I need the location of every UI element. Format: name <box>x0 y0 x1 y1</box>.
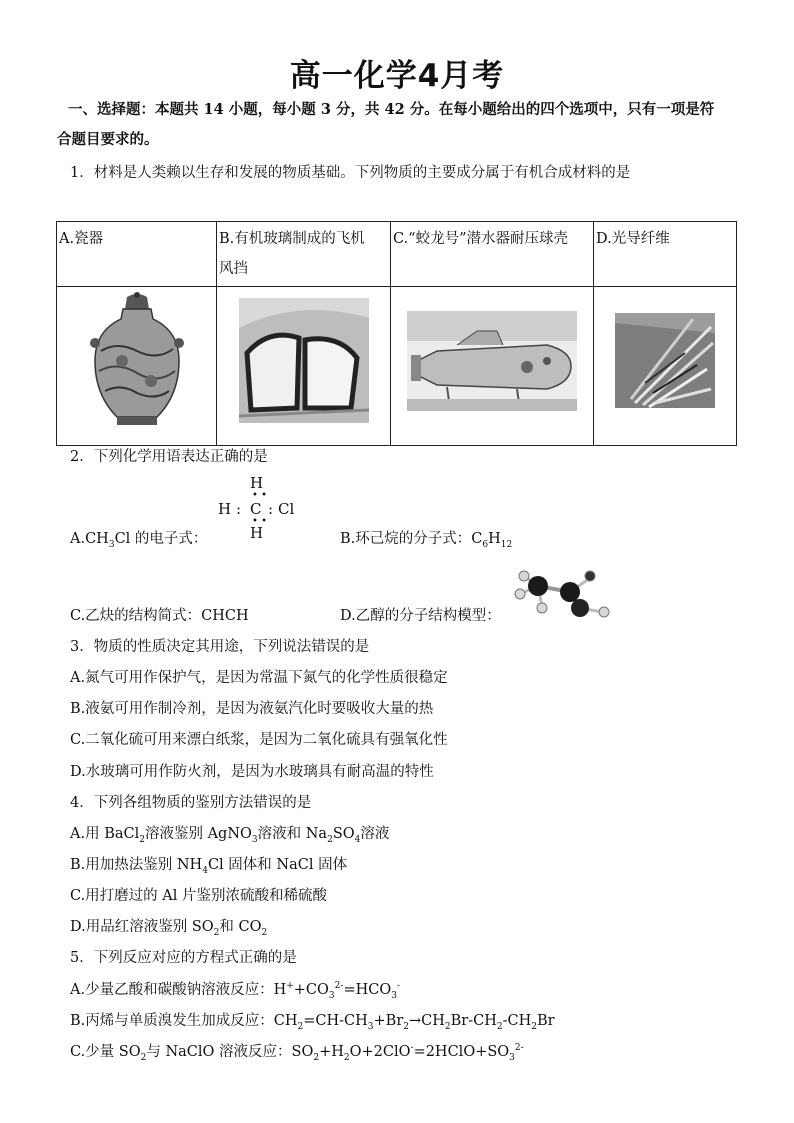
aircraft-windshield-image <box>239 298 369 423</box>
lewis-cl: Cl <box>278 500 295 518</box>
section-instruction-line1: 一、选择题：本题共 14 小题，每小题 3 分，共 42 分。在每小题给出的四个选项中，只有一项是符 <box>68 101 715 118</box>
lewis-c: C <box>250 500 262 518</box>
q2-option-d: D.乙醇的分子结构模型： <box>340 608 501 624</box>
q4-option-b: B.用加热法鉴别 $NH_4Cl$ 固体和 NaCl 固体 <box>70 857 348 876</box>
lewis-dots-bottom: • • <box>252 516 267 527</box>
q5-option-a: A.少量乙酸和碳酸钠溶液反应：$H^++CO_3^{2-}=HCO_3^-$ <box>70 981 400 1001</box>
q3-option-d: D.水玻璃可用作防火剂，是因为水玻璃具有耐高温的特性 <box>70 764 434 780</box>
q4-option-c: C.用打磨过的 Al 片鉴别浓硫酸和稀硫酸 <box>70 888 328 904</box>
ch3cl-electron-formula <box>214 474 304 544</box>
q4-stem: 4．下列各组物质的鉴别方法错误的是 <box>70 795 312 811</box>
q1-stem: 1．材料是人类赖以生存和发展的物质基础。下列物质的主要成分属于有机合成材料的是 <box>70 165 631 181</box>
q1-option-b-line2: 风挡 <box>219 261 248 277</box>
q3-option-b: B.液氨可用作制冷剂，是因为液氨汽化时要吸收大量的热 <box>70 701 434 717</box>
q5-option-b: B.丙烯与单质溴发生加成反应：$CH_2=CH-CH_3+Br_2\to CH_2Br-CH_2-CH_2Br$ <box>70 1013 555 1032</box>
q2-option-b: B.环己烷的分子式：$C_6H_{12}$ <box>340 531 513 550</box>
lewis-h-left: H <box>218 500 232 518</box>
q3-option-a: A.氮气可用作保护气，是因为常温下氮气的化学性质很稳定 <box>70 670 448 686</box>
lewis-dots-left: : <box>236 500 242 518</box>
q2-stem: 2．下列化学用语表达正确的是 <box>70 449 268 465</box>
q4-option-a: A.用 BaCl$_2$溶液鉴别 AgNO$_3$溶液和 $Na_2SO_4$溶液 <box>70 826 390 845</box>
lewis-dots-top: • • <box>252 490 267 501</box>
q1-option-b-line1: B.有机玻璃制成的飞机 <box>219 231 365 247</box>
q1-option-a: A.瓷器 <box>57 222 217 287</box>
q5-option-c: C.少量 $SO_2$与 NaClO 溶液反应：$SO_2+H_2O+2ClO^-=2HClO+SO_3^{2-}$ <box>70 1043 524 1063</box>
lewis-h-top: H <box>250 474 264 492</box>
q4-option-d: D.用品红溶液鉴别 $SO_2$和 $CO_2$ <box>70 919 268 938</box>
q3-option-c: C.二氧化硫可用来漂白纸浆，是因为二氧化硫具有强氧化性 <box>70 732 448 748</box>
section-instruction-line2: 合题目要求的。 <box>57 131 159 148</box>
optical-fiber-image <box>615 313 715 408</box>
q3-stem: 3．物质的性质决定其用途，下列说法错误的是 <box>70 639 370 655</box>
exam-title: 高一化学4月考 <box>289 58 505 94</box>
q2-option-a: $A.CH_3Cl$ 的电子式： <box>70 531 208 550</box>
q1-options-table <box>56 221 737 446</box>
lewis-dots-right: : <box>268 500 274 518</box>
ethanol-ball-model <box>506 566 622 622</box>
porcelain-vase-image <box>87 291 187 431</box>
q1-option-b <box>217 222 391 287</box>
q5-stem: 5．下列反应对应的方程式正确的是 <box>70 950 297 966</box>
q1-option-c: C.“蛟龙号”潜水器耐压球壳 <box>391 222 594 287</box>
q1-option-d: D.光导纤维 <box>594 222 737 287</box>
q2-option-c: C.乙炔的结构简式：CHCH <box>70 608 249 624</box>
submersible-image <box>407 311 577 411</box>
lewis-h-bottom: H <box>250 524 264 542</box>
